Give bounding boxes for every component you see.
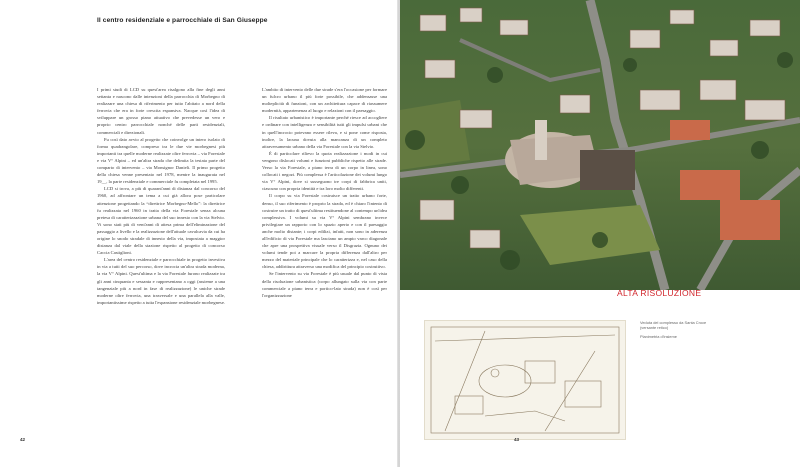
paragraph: Il risultato urbanistico è importante perché riesce ad accogliere e ordinare con intelligenza e sensibilità tutti gli impulsi urbani che in quell'incrocio potevano essere rileva, e si pone come risposta, inoltre, la lacuna dovuta alla mancanza di un completo attraversamento urbano della via Forestale con la via Stelvio. xyxy=(262,115,387,149)
paragraph: I primi studi di LCD su quest'area risalgono alla fine degli anni settanta e nascono dalle intenzioni della parrocchia di Morbegno di realizzare una chiesa di riferimento per tutto l'abitato a nord della ferrovia che era in forte crescita espansiva. Nacque così l'idea di sviluppare un grosso piano attuativo che prevedesse un vero e proprio centro parrocchiale nonché delle parti residenziali, commerciali e direzionali. xyxy=(97,87,225,135)
right-page xyxy=(400,0,800,467)
aerial-view-photo xyxy=(400,0,800,290)
text-column-left xyxy=(97,86,225,306)
plan-caption: Planimetria d'insieme xyxy=(640,334,677,339)
page-title: Il centro residenziale e parrocchiale di San Giuseppe xyxy=(97,17,268,24)
page-number-right: 43 xyxy=(514,437,520,442)
left-page xyxy=(0,0,398,467)
paragraph: Fu così dato avvio al progetto che coinvolge un intero isolato di forma quadrangolare, compreso tra le due vie morbegnesi più importanti tra quelle moderne realizzate oltre ferrovia – via Forestale e via V° Alpini – ed un'altra strada che delimita la testata parte del comparto di intervento – via Monsignor Danieli. Il primo progetto della chiesa venne presentato nel 1978, mentre la inaugurata nel 19__, la parte residenziale e commerciale fu completata nel 1995. xyxy=(97,136,225,185)
high-resolution-badge: ALTA RISOLUZIONE xyxy=(617,288,702,298)
paragraph: LCD si trova, a più di quarant'anni di distanza dal concorso del 1960, ad affrontare un tema a cui già allora pose particolare attenzione progettando la “direttrice Morbegno-Mello”: la direttrice fu realizzata nel 1960 in tratta della via Forestale senza alcuna pretesa di caratterizzazione urbana del suo innesto con la via Stelvio. Vi sono stati più di vent'anni di attesa prima dell'eliminazione del passaggio a livello e la realizzazione dell'attuale cavalcavia da cui ha origine lo snodo stradale di innesto della via, impostata a maggior distanza dal viale della stazione rispetto al progetto di concorso Caccia Castiglioni. xyxy=(97,186,225,256)
paragraph: È di particolare rilievo la quota realizzazione i modi in cui vengono dislocati volumi e funzioni pubbliche rispetto alle strade. Verso la via Forestale, a piano terra di un corpo in linea, sono collocati i negozi. Più complessa è l'articolazione dei volumi lungo via V° Alpini, dove si susseguono tre corpi di fabbrica uniti, ciascuno con propria identità e tra loro molto differenti. xyxy=(262,150,387,192)
site-plan-drawing xyxy=(424,320,626,440)
paragraph: Se l'intervento su via Forestale è più usuale dal punto di vista della risoluzione urbanistica (corpo allungato sulla via con parte commerciale a piano terra e portico-lato strada) non è così per l'organizzazione xyxy=(262,271,387,298)
paragraph: L'area del centro residenziale e parrocchiale in progetto investiva in via a tutti del suo percorso, dove incrocia un'altra strada moderna, la via V° Alpini. Quest'ultima e la via Forestale furono realizzate tra gli anni cinquanta e sessanta e rappresentano a oggi (assieme a una tangenziale più a nord in fase di realizzazione) le uniche strade moderne oltre ferrovia, una trasversale e una parallela alla valle, importantissime rispetto a tutta l'espansione residenziale morbegnese. xyxy=(97,257,226,305)
photo-caption: Veduta del complesso da Santa Croce (versante retico) xyxy=(640,320,707,331)
text-column-right xyxy=(262,86,387,299)
paragraph: L'ambito di intervento delle due strade s'era l'occasione per formare un fulcro urbano il più forte possibile, che addensasse una molteplicità di funzioni, con un architettura capace di riassumere modernità, appartenenza al luogo e relazioni con il paesaggio. xyxy=(262,87,387,114)
page-number-left: 42 xyxy=(20,437,26,442)
paragraph: Il corpo su via Forestale costruisce un tratto urbano forte, denso, il suo riferimento è proprio la strada, ed è chiaro l'intento di costruire un tratto di quest'ultima restituendone al contempo un'idea complessiva. I volumi su via V° Alpini sembrano invece privilegiare un rapporto con lo spazio aperto e con il paesaggio anche molto distante; i corpi edilizi, infatti, non sono in aderenza all'edificio di via Forestale ma lasciano un ampio varco diagonale che apre una prospettiva visuale verso il Disgrazia. Ognuno dei volumi tende poi a marcare la propria differenza dall'altro per mezzo del materiale principale che lo caratterizza e, nel caso della chiesa, addirittura attraverso una modifica del principio costruttivo. xyxy=(262,193,387,270)
